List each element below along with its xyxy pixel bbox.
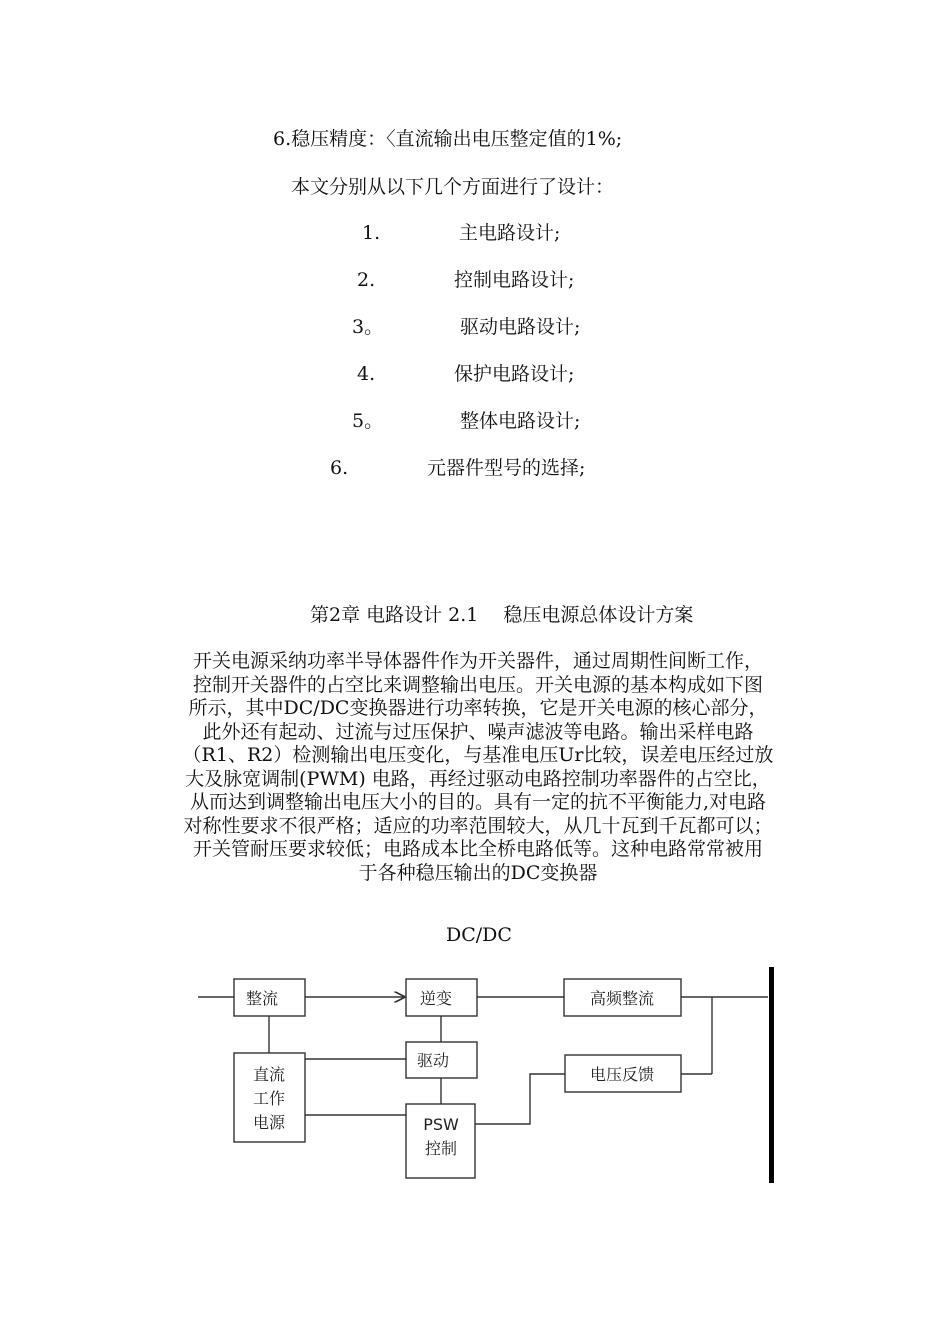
dc-supply-block xyxy=(234,1053,305,1142)
list-item-number: 1. xyxy=(362,222,381,244)
inverter-block xyxy=(406,979,477,1016)
list-item-number: 4. xyxy=(357,363,376,385)
psw-control-block xyxy=(406,1104,475,1178)
wire-feedback-psw xyxy=(475,1074,565,1124)
paragraph-line: 大及脉宽调制(PWM) 电路，再经过驱动电路控制功率器件的占空比， xyxy=(185,767,771,790)
paragraph-line: 于各种稳压输出的DC变换器 xyxy=(358,861,598,884)
dc-supply-label-line1: 直流 xyxy=(252,1065,286,1084)
list-item-text: 整体电路设计; xyxy=(460,410,581,432)
paragraph-line: 所示，其中DC/DC变换器进行功率转换，它是开关电源的核心部分， xyxy=(188,697,768,719)
psw-control-label-line2: 控制 xyxy=(424,1139,458,1158)
paragraph-line: 从而达到调整输出电压大小的目的。具有一定的抗不平衡能力,对电路 xyxy=(189,791,767,813)
list-item-text: 保护电路设计; xyxy=(454,363,575,385)
drive-block xyxy=(406,1042,477,1078)
inverter-label: 逆变 xyxy=(419,989,453,1008)
dc-supply-label-line2: 工作 xyxy=(252,1089,286,1108)
spec-line: 6.稳压精度：〈直流输出电压整定值的1%; xyxy=(273,128,623,150)
paragraph-line: 开关管耐压要求较低；电路成本比全桥电路低等。这种电路常常被用 xyxy=(192,838,763,860)
rectifier-label: 整流 xyxy=(245,989,279,1008)
list-item-text: 主电路设计; xyxy=(459,222,561,244)
psw-control-label-line1: PSW xyxy=(423,1115,459,1134)
list-item-text: 驱动电路设计; xyxy=(460,316,581,338)
list-item-number: 5。 xyxy=(352,410,384,432)
hf-rectifier-block xyxy=(564,979,681,1016)
paragraph-line: 控制开关器件的占空比来调整输出电压。开关电源的基本构成如下图 xyxy=(192,673,763,696)
diagram-caption: DC/DC xyxy=(446,924,512,946)
list-item-number: 6. xyxy=(330,457,349,479)
paragraph-line: （R1、R2）检测输出电压变化，与基准电压Ur比较，误差电压经过放 xyxy=(182,744,774,766)
list-item-text: 控制电路设计; xyxy=(454,269,575,291)
hf-rectifier-label: 高频整流 xyxy=(589,989,655,1008)
intro-line: 本文分别从以下几个方面进行了设计： xyxy=(291,176,615,198)
list-item-text: 元器件型号的选择; xyxy=(427,457,586,479)
output-bus-bar xyxy=(769,967,774,1183)
voltage-feedback-block xyxy=(565,1055,681,1092)
paragraph-line: 此外还有起动、过流与过压保护、噪声滤波等电路。输出采样电路 xyxy=(202,720,754,743)
chapter-heading: 第2章 电路设计 2.1 稳压电源总体设计方案 xyxy=(310,604,694,626)
drive-label: 驱动 xyxy=(416,1051,450,1070)
list-item-number: 2. xyxy=(357,269,376,291)
rectifier-block xyxy=(234,979,305,1016)
list-item-number: 3。 xyxy=(352,316,384,338)
paragraph-line: 对称性要求不很严格；适应的功率范围较大，从几十瓦到千瓦都可以； xyxy=(183,814,773,837)
voltage-feedback-label: 电压反馈 xyxy=(589,1065,655,1084)
paragraph-line: 开关电源采纳功率半导体器件作为开关器件，通过周期性间断工作， xyxy=(192,650,763,672)
dc-supply-label-line3: 电源 xyxy=(252,1113,286,1132)
